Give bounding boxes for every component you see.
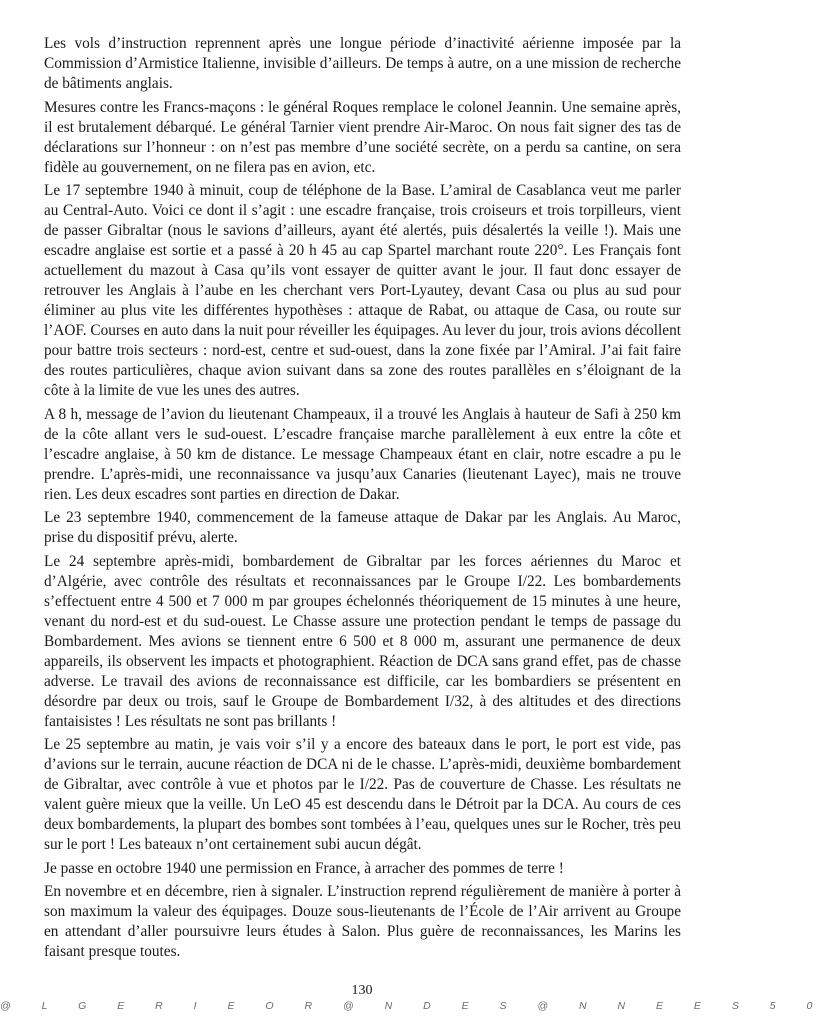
paragraph: Le 24 septembre après-midi, bombardement de Gibraltar par les forces aériennes du Maroc et d’Algérie, avec contrôle des résultats et reconnaissances par le Groupe I/22. Les bombardements s’effectuent entre 4 500 et 7 000 m par groupes échelonnés théoriquement de 15 minutes à une heure, venant du nord-est et du sud-ouest. Le Chasse assure une protection pendant le temps de passage du Bombardement. Mes avions se tiennent entre 6 500 et 8 000 m, assurant une permanence de deux appareils, ils observent les impacts et photographient. Réaction de DCA sans grand effet, pas de chasse adverse. Le travail des avions de reconnaissance est difficile, car les bombardiers se présentent en désordre par deux ou trois, sauf le Groupe de Bombardement I/32, à des altitudes et des directions fantaisistes ! Les résultats ne sont pas brillants ! xyxy=(44,552,681,730)
paragraph: A 8 h, message de l’avion du lieutenant Champeaux, il a trouvé les Anglais à hauteur de Safi à 250 km de la côte allant vers le sud-ouest. L’escadre française marche parallèlement à eux entre la côte et l’escadre anglaise, à 50 km de distance. Le message Champeaux étant en clair, notre escadre a pu le prendre. L’après-midi, une reconnaissance va jusqu’aux Canaries (lieutenant Layec), mais ne trouve rien. Les deux escadres sont parties en direction de Dakar. xyxy=(44,405,681,503)
body-text xyxy=(44,34,681,966)
footer-banner: @ L G E R I E O R @ N D E S @ N N E E S 5 0 xyxy=(0,1000,826,1012)
page-number: 130 xyxy=(351,983,373,998)
paragraph: Le 25 septembre au matin, je vais voir s’il y a encore des bateaux dans le port, le port est vide, pas d’avions sur le terrain, aucune réaction de DCA ni de le chasse. L’après-midi, deuxième bombardement de Gibraltar, avec contrôle à vue et photos par le I/22. Pas de couverture de Chasse. Les résultats ne valent guère mieux que la veille. Un LeO 45 est descendu dans le Détroit par la DCA. Au cours de ces deux bombardements, la plupart des bombes sont tombées à l’eau, quelques unes sur le Rocher, très peu sur le port ! Les bateaux n’ont certainement subi aucun dégât. xyxy=(44,736,681,853)
paragraph: En novembre et en décembre, rien à signaler. L’instruction reprend régulièrement de manière à porter à son maximum la valeur des équipages. Douze sous-lieutenants de l’École de l’Air arrivent au Groupe en attendant d’aller poursuivre leurs études à Salon. Plus guère de reconnaissances, les Marins les faisant presque toutes. xyxy=(44,883,681,960)
paragraph: Mesures contre les Francs-maçons : le général Roques remplace le colonel Jeannin. Une semaine après, il est brutalement débarqué. Le général Tarnier vient prendre Air-Maroc. On nous fait signer des tas de déclarations sur l’honneur : on n’est pas membre d’une société secrète, on a perdu sa cantine, on sera fidèle au gouvernement, on ne filera pas en avion, etc. xyxy=(44,98,681,176)
paragraph: Les vols d’instruction reprennent après une longue période d’inactivité aérienne imposée par la Commission d’Armistice Italienne, invisible d’ailleurs. De temps à autre, on a une mission de recherche de bâtiments anglais. xyxy=(44,35,681,92)
paragraph: Je passe en octobre 1940 une permission en France, à arracher des pommes de terre ! xyxy=(44,859,564,877)
paragraph: Le 17 septembre 1940 à minuit, coup de téléphone de la Base. L’amiral de Casablanca veut me parler au Central-Auto. Voici ce dont il s’agit : une escadre française, trois croiseurs et trois torpilleurs, vient de passer Gibraltar (nous le savions d’ailleurs, ayant été alertés, puis désalertés la veille !). Mais une escadre anglaise est sortie et a passé à 20 h 45 au cap Spartel marchant route 220°. Les Français font actuellement du mazout à Casa qu’ils vont essayer de quitter avant le jour. Il faut donc essayer de retrouver les Anglais à l’aube en les cherchant vers Port-Lyautey, devant Casa ou plus au sud pour éliminer au plus vite les différentes hypothèses : attaque de Rabat, ou attaque de Casa, ou route sur l’AOF. Courses en auto dans la nuit pour réveiller les équipages. Au lever du jour, trois avions décollent pour battre trois secteurs : nord-est, centre et sud-ouest, dans la zone fixée par l’Amiral. J’ai fait faire des routes particulières, chaque avion suivant dans sa zone des routes parallèles en s’éloignant de la côte à la limite de vue les unes des autres. xyxy=(44,182,681,399)
paragraph: Le 23 septembre 1940, commencement de la fameuse attaque de Dakar par les Anglais. Au Maroc, prise du dispositif prévu, alerte. xyxy=(44,509,681,546)
